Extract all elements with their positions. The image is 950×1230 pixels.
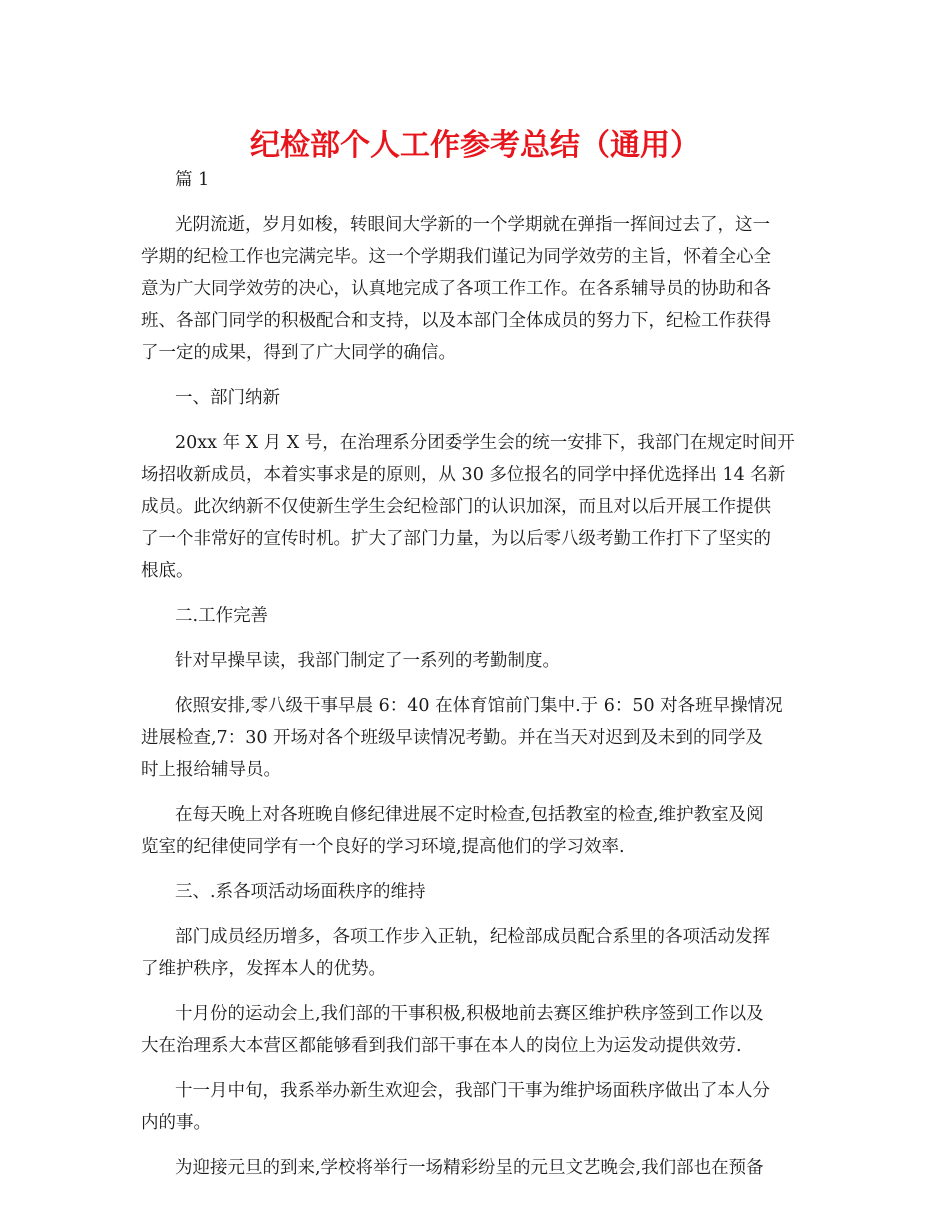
- text-line: 大在治理系大本营区都能够看到我们部干事在本人的岗位上为运发动提供效劳.: [141, 1036, 742, 1056]
- document-title: 纪检部个人工作参考总结（通用）: [250, 128, 700, 163]
- text-line: 根底。: [141, 561, 194, 581]
- text-line: 篇 1: [175, 170, 210, 190]
- text-line: 十月份的运动会上,我们部的干事积极,积极地前去赛区维护秩序签到工作以及: [175, 1004, 764, 1024]
- paragraph: [141, 645, 813, 677]
- text-line: 成员。此次纳新不仅使新生学生会纪检部门的认识加深，而且对以后开展工作提供: [141, 497, 771, 517]
- text-line: 班、各部门同学的积极配合和支持，以及本部门全体成员的努力下，纪检工作获得: [141, 311, 771, 331]
- paragraph-gap: [141, 908, 813, 921]
- text-line: 一、部门纳新: [175, 388, 280, 408]
- text-line: 时上报给辅导员。: [141, 760, 281, 780]
- text-line: 了一个非常好的宣传时机。扩大了部门力量，为以后零八级考勤工作打下了坚实的: [141, 529, 771, 549]
- paragraph: [141, 209, 813, 369]
- text-line: 为迎接元旦的到来,学校将举行一场精彩纷呈的元旦文艺晚会,我们部也在预备: [175, 1158, 764, 1178]
- text-line: 针对早操早读，我部门制定了一系列的考勤制度。: [175, 651, 560, 671]
- text-line: 览室的纪律使同学有一个良好的学习环境,提高他们的学习效率.: [141, 837, 625, 857]
- text-line: 在每天晚上对各班晚自修纪律进展不定时检查,包括教室的检查,维护教室及阅: [175, 805, 764, 825]
- paragraph-gap: [141, 1184, 813, 1197]
- text-line: 了维护秩序，发挥本人的优势。: [141, 959, 386, 979]
- text-line: 三、.系各项活动场面秩序的维持: [175, 882, 426, 902]
- text-line: 场招收新成员，本着实事求是的原则，从 30 多位报名的同学中择优选择出 14 名新: [141, 465, 786, 485]
- document-body: [141, 164, 813, 1197]
- text-line: 光阴流逝，岁月如梭，转眼间大学新的一个学期就在弹指一挥间过去了，这一: [175, 215, 770, 235]
- paragraph: [141, 164, 813, 196]
- text-line: 部门成员经历增多，各项工作步入正轨，纪检部成员配合系里的各项活动发挥: [175, 927, 770, 947]
- text-line: 进展检查,7：30 开场对各个班级早读情况考勤。并在当天对迟到及未到的同学及: [141, 728, 764, 748]
- paragraph: [141, 600, 813, 632]
- text-line: 内的事。: [141, 1113, 211, 1133]
- text-line: 学期的纪检工作也完满完毕。这一个学期我们谨记为同学效劳的主旨，怀着全心全: [141, 247, 771, 267]
- text-line: 了一定的成果，得到了广大同学的确信。: [141, 343, 456, 363]
- paragraph: [141, 427, 813, 587]
- paragraph: [141, 876, 813, 908]
- paragraph-gap: [141, 786, 813, 799]
- paragraph: [141, 1152, 813, 1184]
- paragraph-gap: [141, 632, 813, 645]
- text-line: 20xx 年 X 月 X 号，在治理系分团委学生会的统一安排下，我部门在规定时间开: [175, 433, 795, 453]
- paragraph-gap: [141, 985, 813, 998]
- paragraph-gap: [141, 196, 813, 209]
- paragraph-gap: [141, 414, 813, 427]
- paragraph-gap: [141, 1139, 813, 1152]
- text-line: 二.工作完善: [175, 606, 269, 626]
- paragraph: [141, 382, 813, 414]
- text-line: 十一月中旬，我系举办新生欢迎会，我部门干事为维护场面秩序做出了本人分: [175, 1081, 770, 1101]
- paragraph-gap: [141, 863, 813, 876]
- paragraph-gap: [141, 677, 813, 690]
- paragraph: [141, 799, 813, 863]
- paragraph: [141, 690, 813, 786]
- paragraph: [141, 1075, 813, 1139]
- text-line: 意为广大同学效劳的决心，认真地完成了各项工作工作。在各系辅导员的协助和各: [141, 279, 771, 299]
- paragraph-gap: [141, 369, 813, 382]
- paragraph: [141, 921, 813, 985]
- paragraph-gap: [141, 1062, 813, 1075]
- paragraph: [141, 998, 813, 1062]
- text-line: 依照安排,零八级干事早晨 6：40 在体育馆前门集中.于 6：50 对各班早操情况: [175, 696, 783, 716]
- paragraph-gap: [141, 587, 813, 600]
